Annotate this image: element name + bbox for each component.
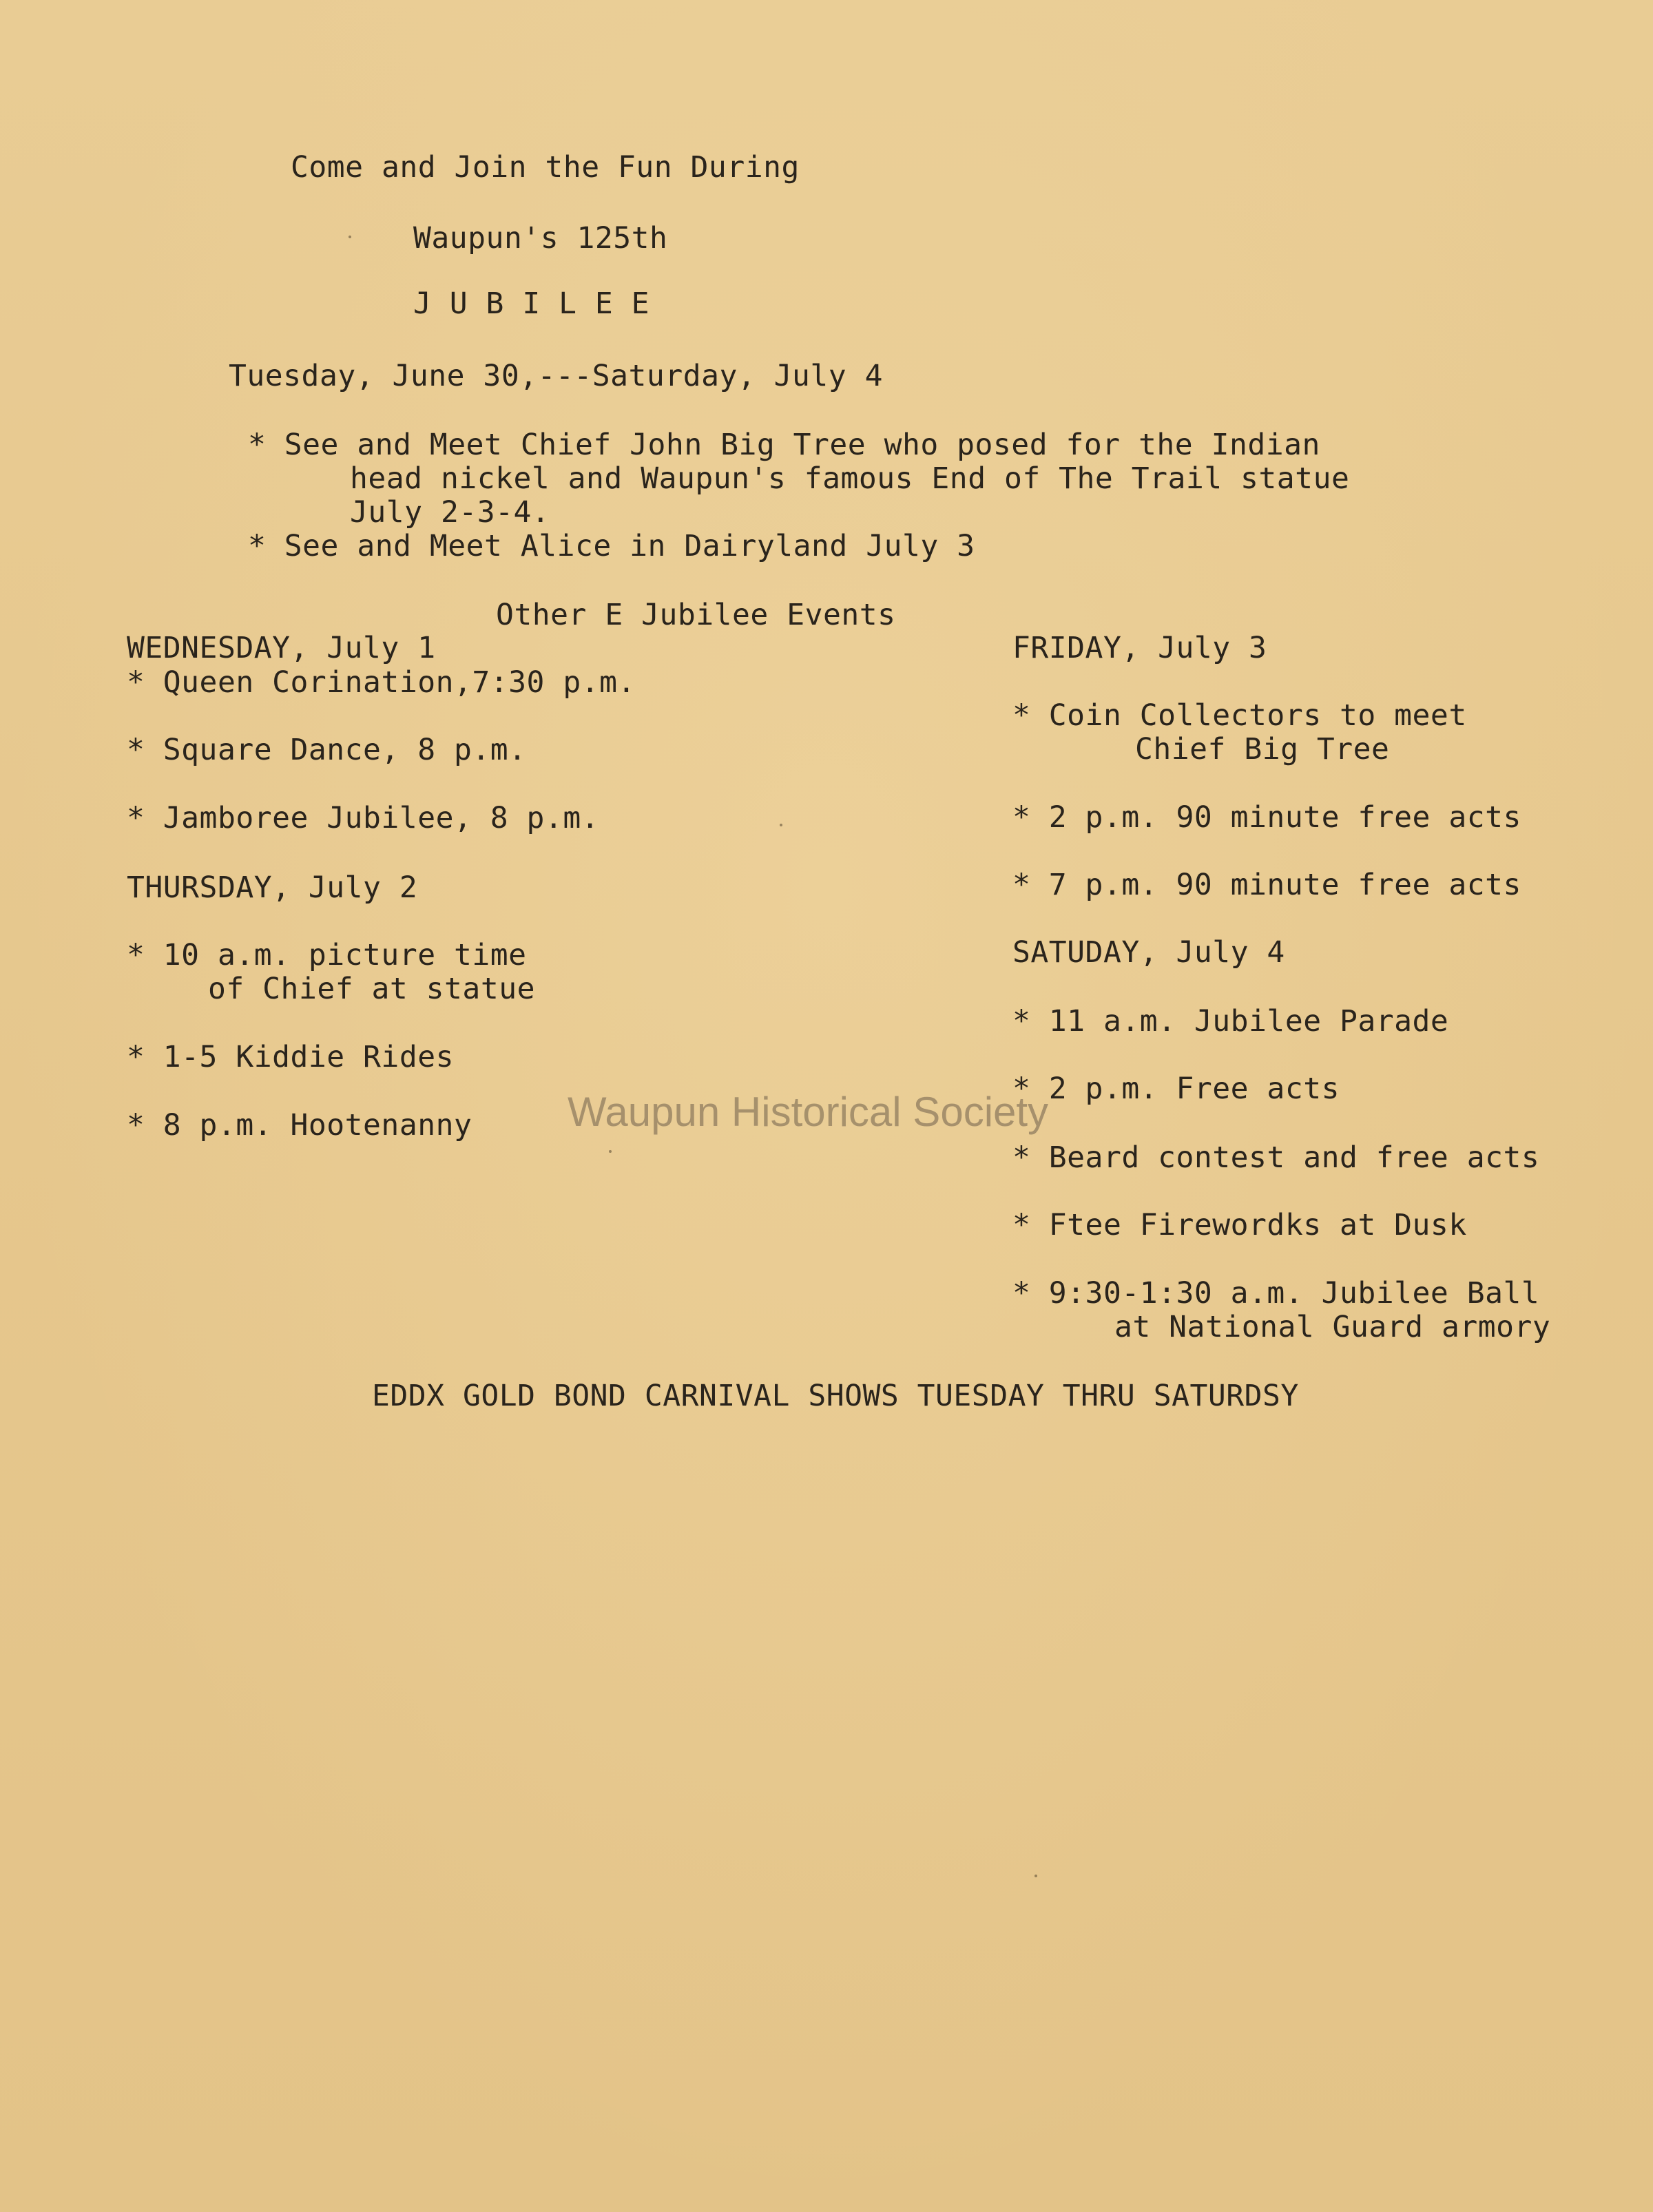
wednesday-heading: WEDNESDAY, July 1 [127,631,436,665]
friday-item: * Coin Collectors to meet [1012,698,1467,733]
saturday-item: * 9:30-1:30 a.m. Jubilee Ball [1012,1276,1540,1311]
saturday-heading: SATUDAY, July 4 [1012,935,1285,970]
saturday-item-continued: at National Guard armory [1114,1310,1551,1344]
wednesday-item: * Queen Corination,7:30 p.m. [127,665,636,700]
highlight-line-1: * See and Meet Chief John Big Tree who posed for the Indian [248,428,1320,462]
saturday-item: * Ftee Firewordks at Dusk [1012,1208,1467,1242]
friday-item-continued: Chief Big Tree [1135,732,1390,766]
paper-speck [349,236,351,238]
paper-speck [1035,1875,1037,1877]
header-jubilee: J U B I L E E [413,286,650,321]
paper-speck [780,824,782,826]
saturday-item: * 2 p.m. Free acts [1012,1072,1340,1106]
header-dates: Tuesday, June 30,---Saturday, July 4 [229,359,883,393]
paper-speck [609,1150,612,1153]
wednesday-item: * Jamboree Jubilee, 8 p.m. [127,801,600,835]
saturday-item: * Beard contest and free acts [1012,1140,1540,1175]
highlight-line-4: * See and Meet Alice in Dairyland July 3 [248,529,975,563]
highlight-line-3: July 2-3-4. [350,495,550,530]
thursday-item: * 1-5 Kiddie Rides [127,1040,454,1074]
saturday-item: * 11 a.m. Jubilee Parade [1012,1004,1449,1039]
header-line-2: Waupun's 125th [413,221,668,255]
friday-item: * 2 p.m. 90 minute free acts [1012,800,1521,835]
friday-heading: FRIDAY, July 3 [1012,631,1267,665]
thursday-item: * 10 a.m. picture time [127,938,527,972]
thursday-item-continued: of Chief at statue [208,972,535,1006]
thursday-item: * 8 p.m. Hootenanny [127,1108,472,1142]
wednesday-item: * Square Dance, 8 p.m. [127,733,527,767]
friday-item: * 7 p.m. 90 minute free acts [1012,868,1521,902]
thursday-heading: THURSDAY, July 2 [127,870,418,905]
watermark: Waupun Historical Society [568,1089,1049,1135]
header-line-1: Come and Join the Fun During [291,150,800,185]
events-heading: Other E Jubilee Events [496,598,896,632]
carnival-footer: EDDX GOLD BOND CARNIVAL SHOWS TUESDAY THRU SATURDSY [372,1379,1299,1413]
highlight-line-2: head nickel and Waupun's famous End of The Trail statue [350,461,1350,496]
